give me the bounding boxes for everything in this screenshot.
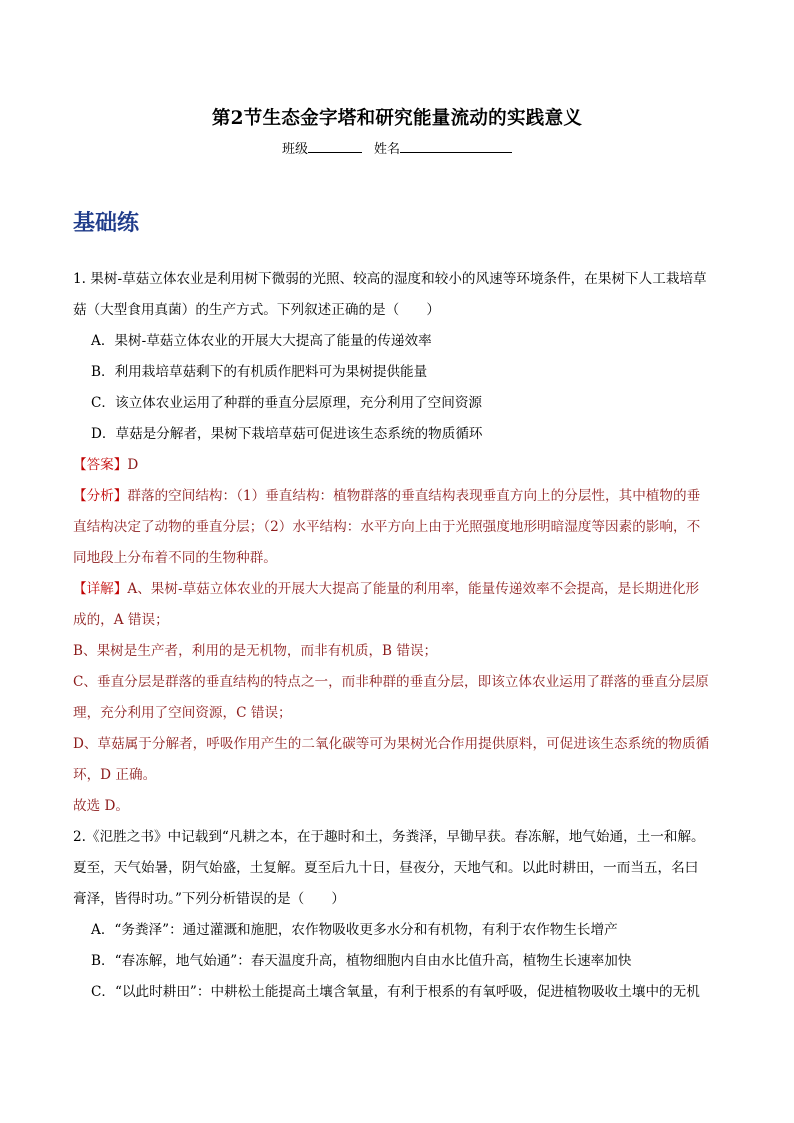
q1-detail-line-4: C、垂直分层是群落的垂直结构的特点之一，而非种群的垂直分层，即该立体农业运用了群落的垂直分层原 [73, 674, 709, 690]
answer-tag: 【答案】 [73, 457, 128, 473]
detail-text-1: A、果树-草菇立体农业的开展大大提高了能量的利用率，能量传递效率不会提高，是长期进化形 [127, 581, 700, 597]
q1-conclusion: 故选 D。 [73, 798, 130, 814]
analysis-text-1: 群落的空间结构：（1）垂直结构：植物群落的垂直结构表现垂直方向上的分层性，其中植物的垂 [127, 488, 701, 504]
q2-stem-line-2: 夏至，天气始暑，阴气始盛，土复解。夏至后九十日，昼夜分，天地气和。以此时耕田，一而当五，名曰 [73, 860, 699, 876]
page-title: 第2节生态金字塔和研究能量流动的实践意义 [211, 108, 583, 129]
section-heading: 基础练 [73, 210, 140, 236]
q1-analysis-line-1 [73, 486, 733, 506]
q2-option-c: C．“以此时耕田”：中耕松土能提高土壤含氧量，有利于根系的有氧呼吸，促进植物吸收土壤中的无机 [91, 984, 700, 1000]
answer-value: D [127, 457, 139, 473]
q2-stem-line-1: 2.《氾胜之书》中记载到“凡耕之本，在于趣时和土，务粪泽，早锄早获。春冻解，地气始通，土一和解。 [73, 829, 705, 845]
class-blank [308, 140, 362, 153]
class-label: 班级 [281, 142, 308, 157]
q2-option-a: A．“务粪泽”：通过灌溉和施肥，农作物吸收更多水分和有机物，有利于农作物生长增产 [91, 922, 618, 938]
q1-answer [73, 455, 733, 475]
q1-analysis-line-2: 直结构决定了动物的垂直分层；（2）水平结构：水平方向上由于光照强度地形明暗湿度等因素的影响，不 [73, 519, 701, 535]
analysis-tag: 【分析】 [73, 488, 128, 504]
q2-stem-line-3: 膏泽，皆得时功。”下列分析错误的是（ ） [73, 891, 346, 907]
q1-option-b: B．利用栽培草菇剩下的有机质作肥料可为果树提供能量 [91, 364, 428, 380]
name-blank [400, 140, 512, 153]
q1-option-a: A．果树-草菇立体农业的开展大大提高了能量的传递效率 [91, 333, 432, 349]
q1-detail-line-5: 理，充分利用了空间资源，C 错误； [73, 705, 292, 721]
q1-option-d: D．草菇是分解者，果树下栽培草菇可促进该生态系统的物质循环 [91, 426, 483, 442]
q1-detail-line-3: B、果树是生产者，利用的是无机物，而非有机质，B 错误； [73, 643, 438, 659]
q2-option-b: B．“春冻解，地气始通”：春天温度升高，植物细胞内自由水比值升高，植物生长速率加快 [91, 953, 632, 969]
q1-detail-line-1 [73, 579, 733, 599]
q1-detail-line-2: 成的，A 错误； [73, 612, 169, 628]
detail-tag: 【详解】 [73, 581, 128, 597]
q1-stem-line-2: 菇（大型食用真菌）的生产方式。下列叙述正确的是（ ） [73, 302, 441, 318]
q1-analysis-line-3: 同地段上分布着不同的生物种群。 [73, 550, 277, 566]
class-name-line [0, 138, 794, 157]
q1-detail-line-7: 环，D 正确。 [73, 767, 157, 783]
q1-stem-line-1: 1. 果树-草菇立体农业是利用树下微弱的光照、较高的湿度和较小的风速等环境条件，在果树下人工栽培草 [73, 271, 707, 287]
q1-detail-line-6: D、草菇属于分解者，呼吸作用产生的二氧化碳等可为果树光合作用提供原料，可促进该生态系统的物质循 [73, 736, 710, 752]
name-label: 姓名 [374, 142, 401, 157]
q1-option-c: C．该立体农业运用了种群的垂直分层原理，充分利用了空间资源 [91, 395, 483, 411]
